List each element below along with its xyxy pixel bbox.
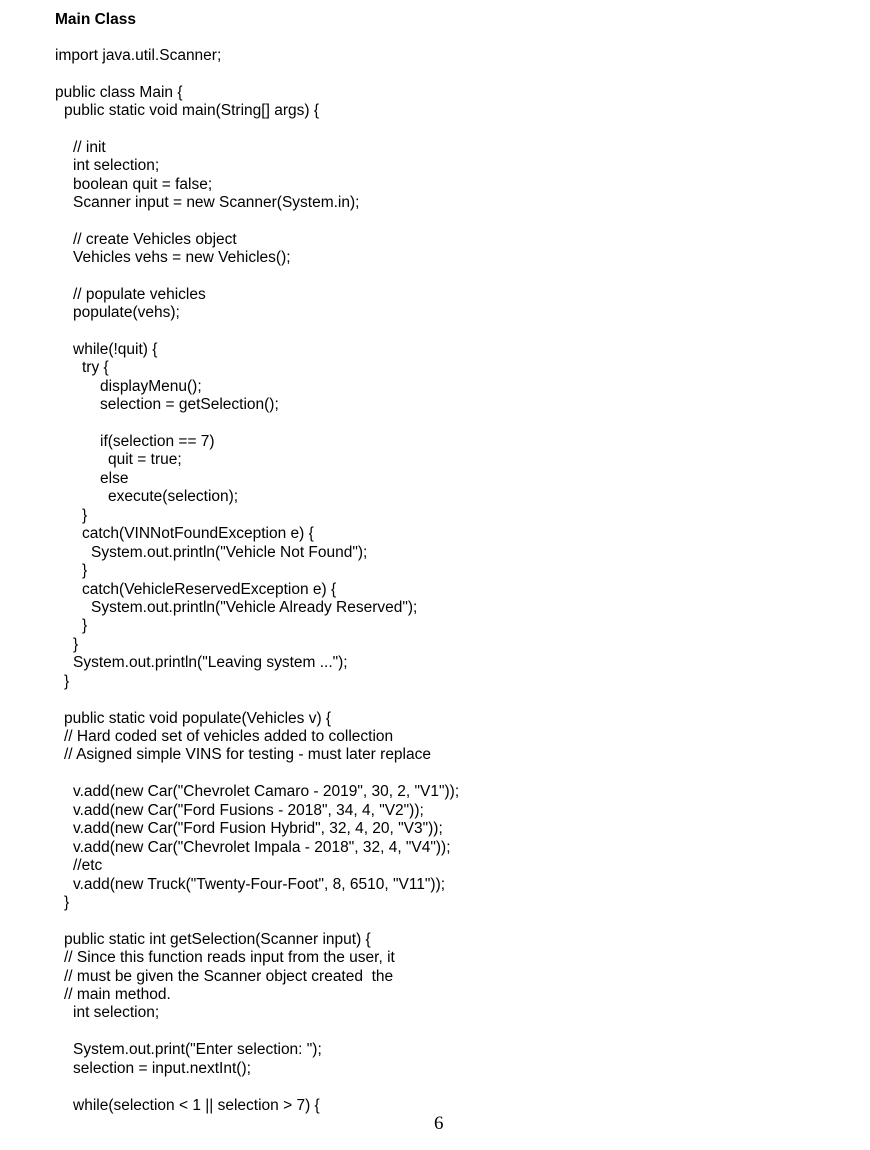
code-line: while(selection < 1 || selection > 7) { — [73, 1097, 320, 1114]
code-line: selection = input.nextInt(); — [73, 1060, 251, 1077]
code-line: System.out.println("Vehicle Not Found"); — [91, 544, 368, 561]
code-line: // Since this function reads input from the user, it — [64, 949, 395, 966]
code-line: displayMenu(); — [100, 378, 202, 395]
code-line: // create Vehicles object — [73, 231, 237, 248]
code-line: v.add(new Car("Chevrolet Camaro - 2019", 30, 2, "V1")); — [73, 783, 460, 800]
code-line: Vehicles vehs = new Vehicles(); — [73, 249, 291, 266]
code-line: // Asigned simple VINS for testing - must later replace — [64, 746, 431, 763]
code-line: // init — [73, 139, 106, 156]
code-line: } — [73, 636, 79, 653]
code-line: import java.util.Scanner; — [55, 47, 222, 64]
code-line: quit = true; — [108, 451, 182, 468]
code-line: public static void main(String[] args) { — [64, 102, 319, 119]
code-line: v.add(new Car("Chevrolet Impala - 2018", 32, 4, "V4")); — [73, 839, 451, 856]
code-line: int selection; — [73, 157, 160, 174]
code-line: System.out.print("Enter selection: "); — [73, 1041, 322, 1058]
page-number: 6 — [434, 1113, 444, 1134]
code-line: // Hard coded set of vehicles added to collection — [64, 728, 394, 745]
code-line: public static void populate(Vehicles v) { — [64, 710, 332, 727]
code-line: else — [100, 470, 129, 487]
code-line: v.add(new Car("Ford Fusion Hybrid", 32, 4, 20, "V3")); — [73, 820, 443, 837]
code-line: } — [64, 894, 70, 911]
code-line: int selection; — [73, 1004, 160, 1021]
code-line: while(!quit) { — [73, 341, 158, 358]
code-line: // must be given the Scanner object created the — [64, 968, 394, 985]
code-line: try { — [82, 359, 109, 376]
code-line: v.add(new Car("Ford Fusions - 2018", 34, 4, "V2")); — [73, 802, 424, 819]
code-line: public class Main { — [55, 84, 183, 101]
code-line: //etc — [73, 857, 103, 874]
code-line: System.out.println("Vehicle Already Reserved"); — [91, 599, 418, 616]
code-line: // main method. — [64, 986, 171, 1003]
section-title: Main Class — [55, 11, 136, 28]
code-line: populate(vehs); — [73, 304, 180, 321]
code-line: Scanner input = new Scanner(System.in); — [73, 194, 360, 211]
code-line: } — [82, 562, 88, 579]
code-line: } — [82, 617, 88, 634]
code-line: v.add(new Truck("Twenty-Four-Foot", 8, 6510, "V11")); — [73, 876, 446, 893]
code-line: // populate vehicles — [73, 286, 206, 303]
code-line: } — [82, 507, 88, 524]
code-line: execute(selection); — [108, 488, 239, 505]
code-line: if(selection == 7) — [100, 433, 215, 450]
code-line: catch(VehicleReservedException e) { — [82, 581, 337, 598]
code-line: selection = getSelection(); — [100, 396, 279, 413]
code-line: System.out.println("Leaving system ..."); — [73, 654, 348, 671]
code-line: catch(VINNotFoundException e) { — [82, 525, 314, 542]
code-line: boolean quit = false; — [73, 176, 213, 193]
code-line: } — [64, 673, 70, 690]
code-line: public static int getSelection(Scanner input) { — [64, 931, 371, 948]
